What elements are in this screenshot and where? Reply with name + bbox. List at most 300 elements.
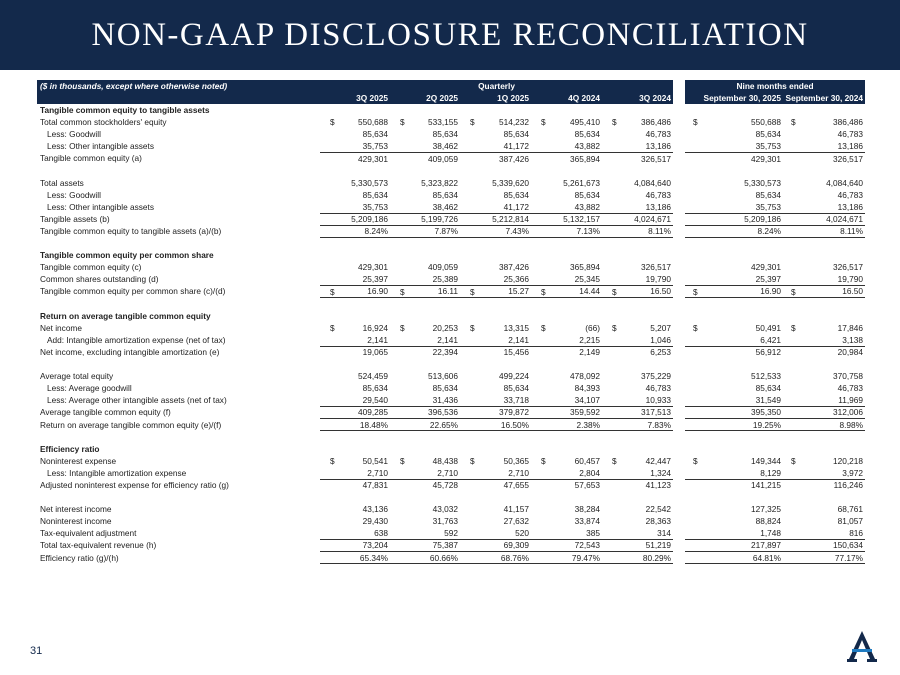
value-text: 47,831 xyxy=(362,480,388,491)
value-text: 85,634 xyxy=(755,129,782,140)
value-text: 429,301 xyxy=(358,153,388,164)
value-text: 386,486 xyxy=(833,117,864,128)
value-cell xyxy=(531,394,602,406)
value-cell xyxy=(390,153,460,165)
value-cell xyxy=(390,334,460,346)
value-text: 17,846 xyxy=(837,322,864,333)
value-cell xyxy=(602,540,673,552)
value-text: 15.27 xyxy=(508,286,529,297)
value-text: 72,543 xyxy=(574,540,600,551)
dollar-sign: $ xyxy=(612,322,617,333)
value-cell xyxy=(783,213,865,225)
value-text: 56,912 xyxy=(755,347,782,358)
table-row xyxy=(37,467,865,479)
value-text: 429,301 xyxy=(358,262,388,273)
table-row xyxy=(37,322,865,334)
table-row xyxy=(37,140,865,152)
value-text: 312,006 xyxy=(833,407,864,418)
table-row xyxy=(37,334,865,346)
value-text: 43,032 xyxy=(432,504,458,515)
value-cell xyxy=(320,540,390,552)
table-row xyxy=(37,213,865,225)
value-text: 6,421 xyxy=(760,334,782,345)
value-text: 75,387 xyxy=(432,540,458,551)
dollar-sign: $ xyxy=(612,286,617,297)
value-cell xyxy=(460,189,531,201)
value-cell xyxy=(390,370,460,382)
row-label: Tangible assets (b) xyxy=(40,213,110,224)
value-cell xyxy=(531,201,602,213)
value-cell xyxy=(531,225,602,237)
value-text: 550,688 xyxy=(751,117,782,128)
value-cell xyxy=(320,419,390,431)
section-heading-row xyxy=(37,249,865,261)
value-text: 25,397 xyxy=(362,274,388,285)
value-text: 116,246 xyxy=(833,480,864,491)
value-text: 29,540 xyxy=(362,395,388,406)
value-text: 217,897 xyxy=(751,540,782,551)
value-cell xyxy=(602,286,673,298)
value-cell xyxy=(602,394,673,406)
value-text: 495,410 xyxy=(570,117,600,128)
dollar-sign: $ xyxy=(791,455,796,466)
dollar-sign: $ xyxy=(400,286,405,297)
value-text: 524,459 xyxy=(358,371,388,382)
value-cell xyxy=(390,382,460,394)
value-text: 16.11 xyxy=(437,286,458,297)
value-cell xyxy=(685,225,783,237)
value-cell xyxy=(783,177,865,189)
value-cell xyxy=(460,419,531,431)
dollar-sign: $ xyxy=(330,455,335,466)
value-cell xyxy=(783,382,865,394)
value-text: 16.50 xyxy=(842,286,864,297)
dollar-sign: $ xyxy=(693,286,698,297)
value-text: 38,462 xyxy=(432,141,458,152)
value-cell xyxy=(390,394,460,406)
value-cell xyxy=(602,201,673,213)
value-cell xyxy=(320,382,390,394)
value-text: 13,186 xyxy=(837,201,864,212)
value-cell xyxy=(320,455,390,467)
value-cell xyxy=(460,455,531,467)
value-cell xyxy=(602,213,673,225)
value-text: 520 xyxy=(515,528,529,539)
value-cell xyxy=(460,201,531,213)
value-cell xyxy=(460,261,531,273)
value-text: 57,653 xyxy=(574,480,600,491)
value-cell xyxy=(602,552,673,564)
value-text: 141,215 xyxy=(751,480,782,491)
value-cell xyxy=(390,419,460,431)
value-cell xyxy=(390,225,460,237)
spacer-row xyxy=(37,237,865,249)
value-text: 41,157 xyxy=(503,504,529,515)
value-text: 326,517 xyxy=(833,153,864,164)
dollar-sign: $ xyxy=(541,117,546,128)
dollar-sign: $ xyxy=(791,322,796,333)
value-text: 387,426 xyxy=(499,153,529,164)
value-cell xyxy=(460,527,531,539)
value-cell xyxy=(783,527,865,539)
value-cell xyxy=(320,334,390,346)
value-cell xyxy=(783,455,865,467)
value-cell xyxy=(320,189,390,201)
table-row xyxy=(37,153,865,165)
value-cell xyxy=(685,407,783,419)
value-text: 77.17% xyxy=(834,552,864,563)
value-cell xyxy=(531,503,602,515)
value-text: 38,462 xyxy=(432,201,458,212)
value-cell xyxy=(320,467,390,479)
value-text: 4,024,671 xyxy=(826,213,864,224)
row-label: Efficiency ratio (g)/(h) xyxy=(40,552,119,563)
value-text: 45,728 xyxy=(432,480,458,491)
value-cell xyxy=(460,346,531,358)
value-text: 326,517 xyxy=(641,153,672,164)
value-cell xyxy=(602,419,673,431)
value-text: 2,215 xyxy=(579,334,600,345)
value-text: 81,057 xyxy=(837,516,864,527)
row-label: Less: Other intangible assets xyxy=(47,141,154,152)
value-cell xyxy=(685,394,783,406)
value-text: 50,541 xyxy=(362,455,388,466)
value-text: 46,783 xyxy=(645,129,672,140)
value-text: 499,224 xyxy=(499,371,529,382)
value-text: 2,141 xyxy=(437,334,458,345)
row-label: Average tangible common equity (f) xyxy=(40,407,171,418)
value-cell xyxy=(685,189,783,201)
value-cell xyxy=(685,177,783,189)
value-text: 1,046 xyxy=(650,334,672,345)
value-text: 85,634 xyxy=(362,189,388,200)
value-cell xyxy=(602,177,673,189)
value-text: 149,344 xyxy=(751,455,782,466)
spacer-row xyxy=(37,431,865,443)
value-text: 512,533 xyxy=(751,371,782,382)
value-text: 85,634 xyxy=(574,189,600,200)
value-text: 25,345 xyxy=(574,274,600,285)
value-text: 409,285 xyxy=(358,407,388,418)
dollar-sign: $ xyxy=(330,117,335,128)
value-cell xyxy=(531,213,602,225)
table-row xyxy=(37,346,865,358)
value-text: 35,753 xyxy=(362,141,388,152)
row-label: Tax-equivalent adjustment xyxy=(40,528,137,539)
value-text: 28,363 xyxy=(645,516,672,527)
value-cell xyxy=(602,153,673,165)
value-cell xyxy=(783,322,865,334)
value-text: 429,301 xyxy=(751,262,782,273)
value-cell xyxy=(602,225,673,237)
value-cell xyxy=(602,503,673,515)
value-cell xyxy=(390,503,460,515)
row-label: Noninterest income xyxy=(40,516,112,527)
row-label: Noninterest expense xyxy=(40,455,117,466)
table-row xyxy=(37,394,865,406)
value-cell xyxy=(685,153,783,165)
value-cell xyxy=(602,322,673,334)
col-header-sep-2024: September 30, 2024 xyxy=(783,92,865,104)
value-cell xyxy=(685,382,783,394)
value-cell xyxy=(460,552,531,564)
value-cell xyxy=(390,274,460,286)
header-row-periods xyxy=(37,92,865,104)
value-text: 19,065 xyxy=(362,347,388,358)
value-cell xyxy=(531,552,602,564)
dollar-sign: $ xyxy=(400,455,405,466)
value-cell xyxy=(390,128,460,140)
value-cell xyxy=(783,503,865,515)
value-text: 387,426 xyxy=(499,262,529,273)
value-text: 20,984 xyxy=(837,347,864,358)
value-cell xyxy=(685,503,783,515)
value-text: 127,325 xyxy=(751,504,782,515)
col-header-1q2025: 1Q 2025 xyxy=(460,92,531,104)
value-text: 13,186 xyxy=(645,201,672,212)
value-cell xyxy=(531,370,602,382)
value-text: 25,397 xyxy=(755,274,782,285)
value-cell xyxy=(783,479,865,491)
value-cell xyxy=(320,128,390,140)
value-cell xyxy=(685,334,783,346)
value-text: 85,634 xyxy=(362,383,388,394)
value-text: 68.76% xyxy=(500,552,529,563)
value-text: 19,790 xyxy=(837,274,864,285)
value-text: 385 xyxy=(586,528,600,539)
value-cell xyxy=(390,261,460,273)
row-label: Tangible common equity (a) xyxy=(40,153,142,164)
value-text: 514,232 xyxy=(499,117,529,128)
value-text: 16.50 xyxy=(650,286,672,297)
value-cell xyxy=(390,346,460,358)
value-text: 4,084,640 xyxy=(826,177,864,188)
section-heading-row xyxy=(37,310,865,322)
dollar-sign: $ xyxy=(541,455,546,466)
value-text: 22,394 xyxy=(432,347,458,358)
value-cell xyxy=(390,189,460,201)
value-cell xyxy=(320,346,390,358)
value-cell xyxy=(390,467,460,479)
value-cell xyxy=(685,370,783,382)
value-cell xyxy=(460,370,531,382)
value-text: 550,688 xyxy=(358,117,388,128)
value-text: 314 xyxy=(657,528,672,539)
table-row xyxy=(37,552,865,564)
value-cell xyxy=(685,467,783,479)
value-text: 11,969 xyxy=(838,395,864,406)
value-text: 60,457 xyxy=(574,455,600,466)
value-text: 409,059 xyxy=(428,262,458,273)
value-cell xyxy=(390,116,460,128)
value-cell xyxy=(460,322,531,334)
value-text: 41,172 xyxy=(503,201,529,212)
value-text: 69,309 xyxy=(503,540,529,551)
value-text: 16,924 xyxy=(362,322,388,333)
value-text: 46,783 xyxy=(645,383,672,394)
value-cell xyxy=(685,128,783,140)
value-cell xyxy=(685,213,783,225)
value-text: 43,882 xyxy=(574,141,600,152)
value-cell xyxy=(783,334,865,346)
row-label: Net income xyxy=(40,322,82,333)
value-cell xyxy=(685,540,783,552)
row-label: Less: Goodwill xyxy=(47,129,101,140)
row-label: Adjusted noninterest expense for efficiency ratio (g) xyxy=(40,479,229,490)
col-header-sep-2025: September 30, 2025 xyxy=(685,92,783,104)
value-text: 73,204 xyxy=(362,540,388,551)
value-text: 42,447 xyxy=(645,455,672,466)
section-heading: Tangible common equity to tangible assets xyxy=(40,105,210,116)
row-label: Less: Goodwill xyxy=(47,189,101,200)
value-cell xyxy=(685,552,783,564)
dollar-sign: $ xyxy=(541,322,546,333)
dollar-sign: $ xyxy=(400,117,405,128)
value-cell xyxy=(783,419,865,431)
row-label: Total assets xyxy=(40,177,84,188)
value-text: 409,059 xyxy=(428,153,458,164)
value-cell xyxy=(320,177,390,189)
value-text: 4,084,640 xyxy=(634,177,672,188)
value-cell xyxy=(783,370,865,382)
page-number: 31 xyxy=(30,645,43,657)
value-text: 5,261,673 xyxy=(563,177,600,188)
value-cell xyxy=(602,407,673,419)
dollar-sign: $ xyxy=(693,322,698,333)
value-cell xyxy=(390,140,460,152)
value-text: 41,123 xyxy=(645,480,672,491)
quarterly-header: Quarterly xyxy=(320,80,673,92)
value-cell xyxy=(320,527,390,539)
dollar-sign: $ xyxy=(400,322,405,333)
value-cell xyxy=(783,274,865,286)
value-cell xyxy=(320,213,390,225)
value-cell xyxy=(685,140,783,152)
value-text: 68,761 xyxy=(837,504,864,515)
value-cell xyxy=(602,274,673,286)
value-text: 592 xyxy=(444,528,458,539)
value-text: 43,136 xyxy=(362,504,388,515)
value-cell xyxy=(783,540,865,552)
value-text: 31,763 xyxy=(432,516,458,527)
value-cell xyxy=(320,370,390,382)
value-cell xyxy=(783,116,865,128)
nine-months-header: Nine months ended xyxy=(685,80,865,92)
value-cell xyxy=(320,140,390,152)
table-row xyxy=(37,419,865,431)
row-label: Less: Average other intangible assets (net of tax) xyxy=(47,395,227,406)
value-text: 8.98% xyxy=(839,419,864,430)
row-label: Tangible common equity per common share (c)/(d) xyxy=(40,286,226,297)
table-row xyxy=(37,407,865,419)
value-text: 5,207 xyxy=(650,322,672,333)
value-text: 5,330,573 xyxy=(744,177,782,188)
value-text: 85,634 xyxy=(574,129,600,140)
table-row xyxy=(37,503,865,515)
value-text: 80.29% xyxy=(642,552,672,563)
value-cell xyxy=(320,552,390,564)
reconciliation-table xyxy=(37,80,865,564)
value-text: 31,436 xyxy=(432,395,458,406)
table-row xyxy=(37,225,865,237)
value-cell xyxy=(531,116,602,128)
col-header-2q2025: 2Q 2025 xyxy=(390,92,460,104)
value-cell xyxy=(460,274,531,286)
value-cell xyxy=(460,394,531,406)
value-text: 22.65% xyxy=(429,419,458,430)
value-text: 395,350 xyxy=(751,407,782,418)
row-label: Less: Intangible amortization expense xyxy=(47,467,187,478)
value-text: 25,366 xyxy=(503,274,529,285)
value-cell xyxy=(531,455,602,467)
value-cell xyxy=(390,201,460,213)
value-cell xyxy=(320,286,390,298)
table-row xyxy=(37,128,865,140)
dollar-sign: $ xyxy=(470,117,475,128)
value-cell xyxy=(531,540,602,552)
value-text: 85,634 xyxy=(503,129,529,140)
value-cell xyxy=(783,140,865,152)
col-header-3q2025: 3Q 2025 xyxy=(320,92,390,104)
value-text: 478,092 xyxy=(570,371,600,382)
value-text: 88,824 xyxy=(755,516,782,527)
value-text: 46,783 xyxy=(837,383,864,394)
value-cell xyxy=(602,346,673,358)
row-label: Common shares outstanding (d) xyxy=(40,274,159,285)
value-text: 85,634 xyxy=(362,129,388,140)
value-cell xyxy=(602,189,673,201)
row-label: Net interest income xyxy=(40,504,112,515)
row-label: Add: Intangible amortization expense (net of tax) xyxy=(47,334,226,345)
value-cell xyxy=(390,322,460,334)
section-heading: Tangible common equity per common share xyxy=(40,250,214,261)
value-cell xyxy=(783,467,865,479)
value-cell xyxy=(531,515,602,527)
value-text: 65.34% xyxy=(359,552,388,563)
value-cell xyxy=(320,274,390,286)
value-cell xyxy=(320,322,390,334)
value-cell xyxy=(390,177,460,189)
table-row xyxy=(37,455,865,467)
dollar-sign: $ xyxy=(470,455,475,466)
value-cell xyxy=(602,467,673,479)
value-text: 51,219 xyxy=(645,540,672,551)
table-row xyxy=(37,274,865,286)
value-text: 35,753 xyxy=(755,201,782,212)
value-text: 429,301 xyxy=(751,153,782,164)
value-text: 5,199,726 xyxy=(421,213,458,224)
value-cell xyxy=(531,467,602,479)
value-cell xyxy=(531,382,602,394)
value-cell xyxy=(390,286,460,298)
row-label: Average total equity xyxy=(40,371,114,382)
value-cell xyxy=(390,552,460,564)
value-cell xyxy=(531,346,602,358)
value-text: 85,634 xyxy=(503,189,529,200)
value-cell xyxy=(685,261,783,273)
value-text: 8.11% xyxy=(648,226,672,237)
spacer-row xyxy=(37,298,865,310)
spacer-row xyxy=(37,358,865,370)
value-text: 120,218 xyxy=(833,455,864,466)
value-text: 18.48% xyxy=(359,419,388,430)
value-cell xyxy=(685,286,783,298)
value-cell xyxy=(460,515,531,527)
section-heading-row xyxy=(37,104,865,116)
value-cell xyxy=(685,479,783,491)
value-cell xyxy=(531,407,602,419)
value-text: 46,783 xyxy=(837,129,864,140)
